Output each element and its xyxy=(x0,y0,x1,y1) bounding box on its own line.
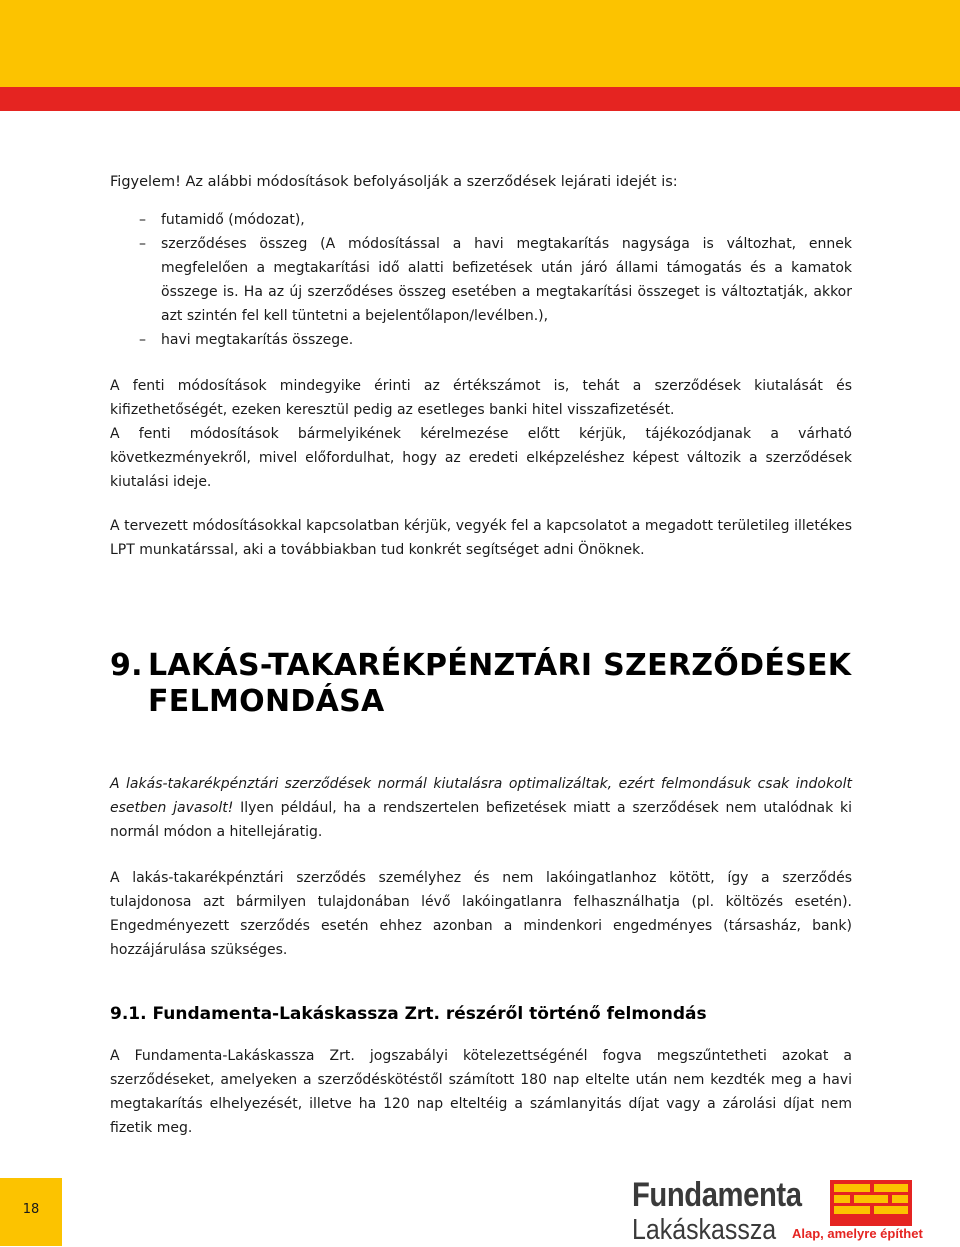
header-yellow-band xyxy=(0,0,960,87)
section-paragraph: A lakás-takarékpénztári szerződés személyhez és nem lakóingatlanhoz kötött, így a szerződés tulajdonosa azt bármilyen tulajdonában lévő lakóingatlanra felhasználhatja (pl. költözés esetén). Engedményezett szerződés esetén ehhez azonban a mindenkori engedményes (társasház, bank) hozzájárulása szükséges. xyxy=(110,870,852,958)
section-heading xyxy=(110,648,852,720)
section-intro-rest: Ilyen például, ha a rendszertelen befizetések miatt a szerződések nem utalódnak ki normál módon a hitellejáratig. xyxy=(110,800,852,840)
dash-bullet: – xyxy=(139,212,146,228)
paragraph-contact: A tervezett módosításokkal kapcsolatban kérjük, vegyék fel a kapcsolatot a megadott területileg illetékes LPT munkatárssal, aki a továbbiakban tud konkrét segítséget adni Önöknek. xyxy=(110,518,852,558)
section-title-line1: LAKÁS-TAKARÉKPÉNZTÁRI SZERZŐDÉSEK xyxy=(148,648,852,683)
paragraph-consequences: A fenti módosítások bármelyikének kérelmezése előtt kérjük, tájékozódjanak a várható következményekről, mivel előfordulhat, hogy az eredeti elképzeléshez képest változik a szerződések kiutalási ideje. xyxy=(110,426,852,490)
list-item xyxy=(110,208,852,232)
modification-list xyxy=(110,208,852,352)
list-item-text: havi megtakarítás összege. xyxy=(161,332,354,348)
list-item xyxy=(110,328,852,352)
subsection-paragraph: A Fundamenta-Lakáskassza Zrt. jogszabályi kötelezettségénél fogva megszűntetheti azokat a szerződéseket, amelyeken a szerződéskötéstől számított 180 nap eltelte után nem kezdték meg a havi megtakarítás elhelyezését, illetve ha 120 nap elteltéig a számlanyitás díjat vagy a zárolási díjat nem fizetik meg. xyxy=(110,1048,852,1136)
logo-line2: Lakáskassza xyxy=(632,1214,777,1246)
fundamenta-logo xyxy=(632,1176,922,1246)
paragraph-impact: A fenti módosítások mindegyike érinti az értékszámot is, tehát a szerződések kiutalását és kifizethetőségét, ezeken keresztül pedig az esetleges banki hitel visszafizetését. xyxy=(110,378,852,418)
logo-slogan: Alap, amelyre építhet xyxy=(792,1226,923,1241)
dash-bullet: – xyxy=(139,332,146,348)
logo-brick-icon xyxy=(830,1180,912,1226)
list-item xyxy=(110,232,852,328)
section-intro xyxy=(110,772,852,844)
page-number-box xyxy=(0,1178,62,1246)
header-red-band xyxy=(0,87,960,111)
warning-text: Figyelem! Az alábbi módosítások befolyásolják a szerződések lejárati idejét is: xyxy=(110,174,678,190)
subsection-heading: 9.1. Fundamenta-Lakáskassza Zrt. részéről történő felmondás xyxy=(110,1004,707,1024)
page-number: 18 xyxy=(22,1202,40,1217)
section-intro-italic: A lakás-takarékpénztári szerződések normál kiutalásra optimalizáltak, ezért felmondásuk csak indokolt esetben javasolt! xyxy=(110,776,852,816)
section-number: 9. xyxy=(110,648,143,683)
list-item-text: futamidő (módozat), xyxy=(161,212,305,228)
logo-line1: Fundamenta xyxy=(632,1176,802,1214)
page-content xyxy=(110,170,852,1140)
section-title-line2: FELMONDÁSA xyxy=(148,684,385,719)
dash-bullet: – xyxy=(139,236,146,252)
list-item-text: szerződéses összeg (A módosítással a havi megtakarítás nagysága is változhat, ennek megfelelően a megtakarítási idő alatti befizetések után járó állami támogatás és a kamatok összege is. Ha az új szerződéses összeg esetében a megtakarítási összeget is változtatják, akkor azt szintén fel kell tüntetni a bejelentőlapon/levélben.), xyxy=(161,236,852,324)
